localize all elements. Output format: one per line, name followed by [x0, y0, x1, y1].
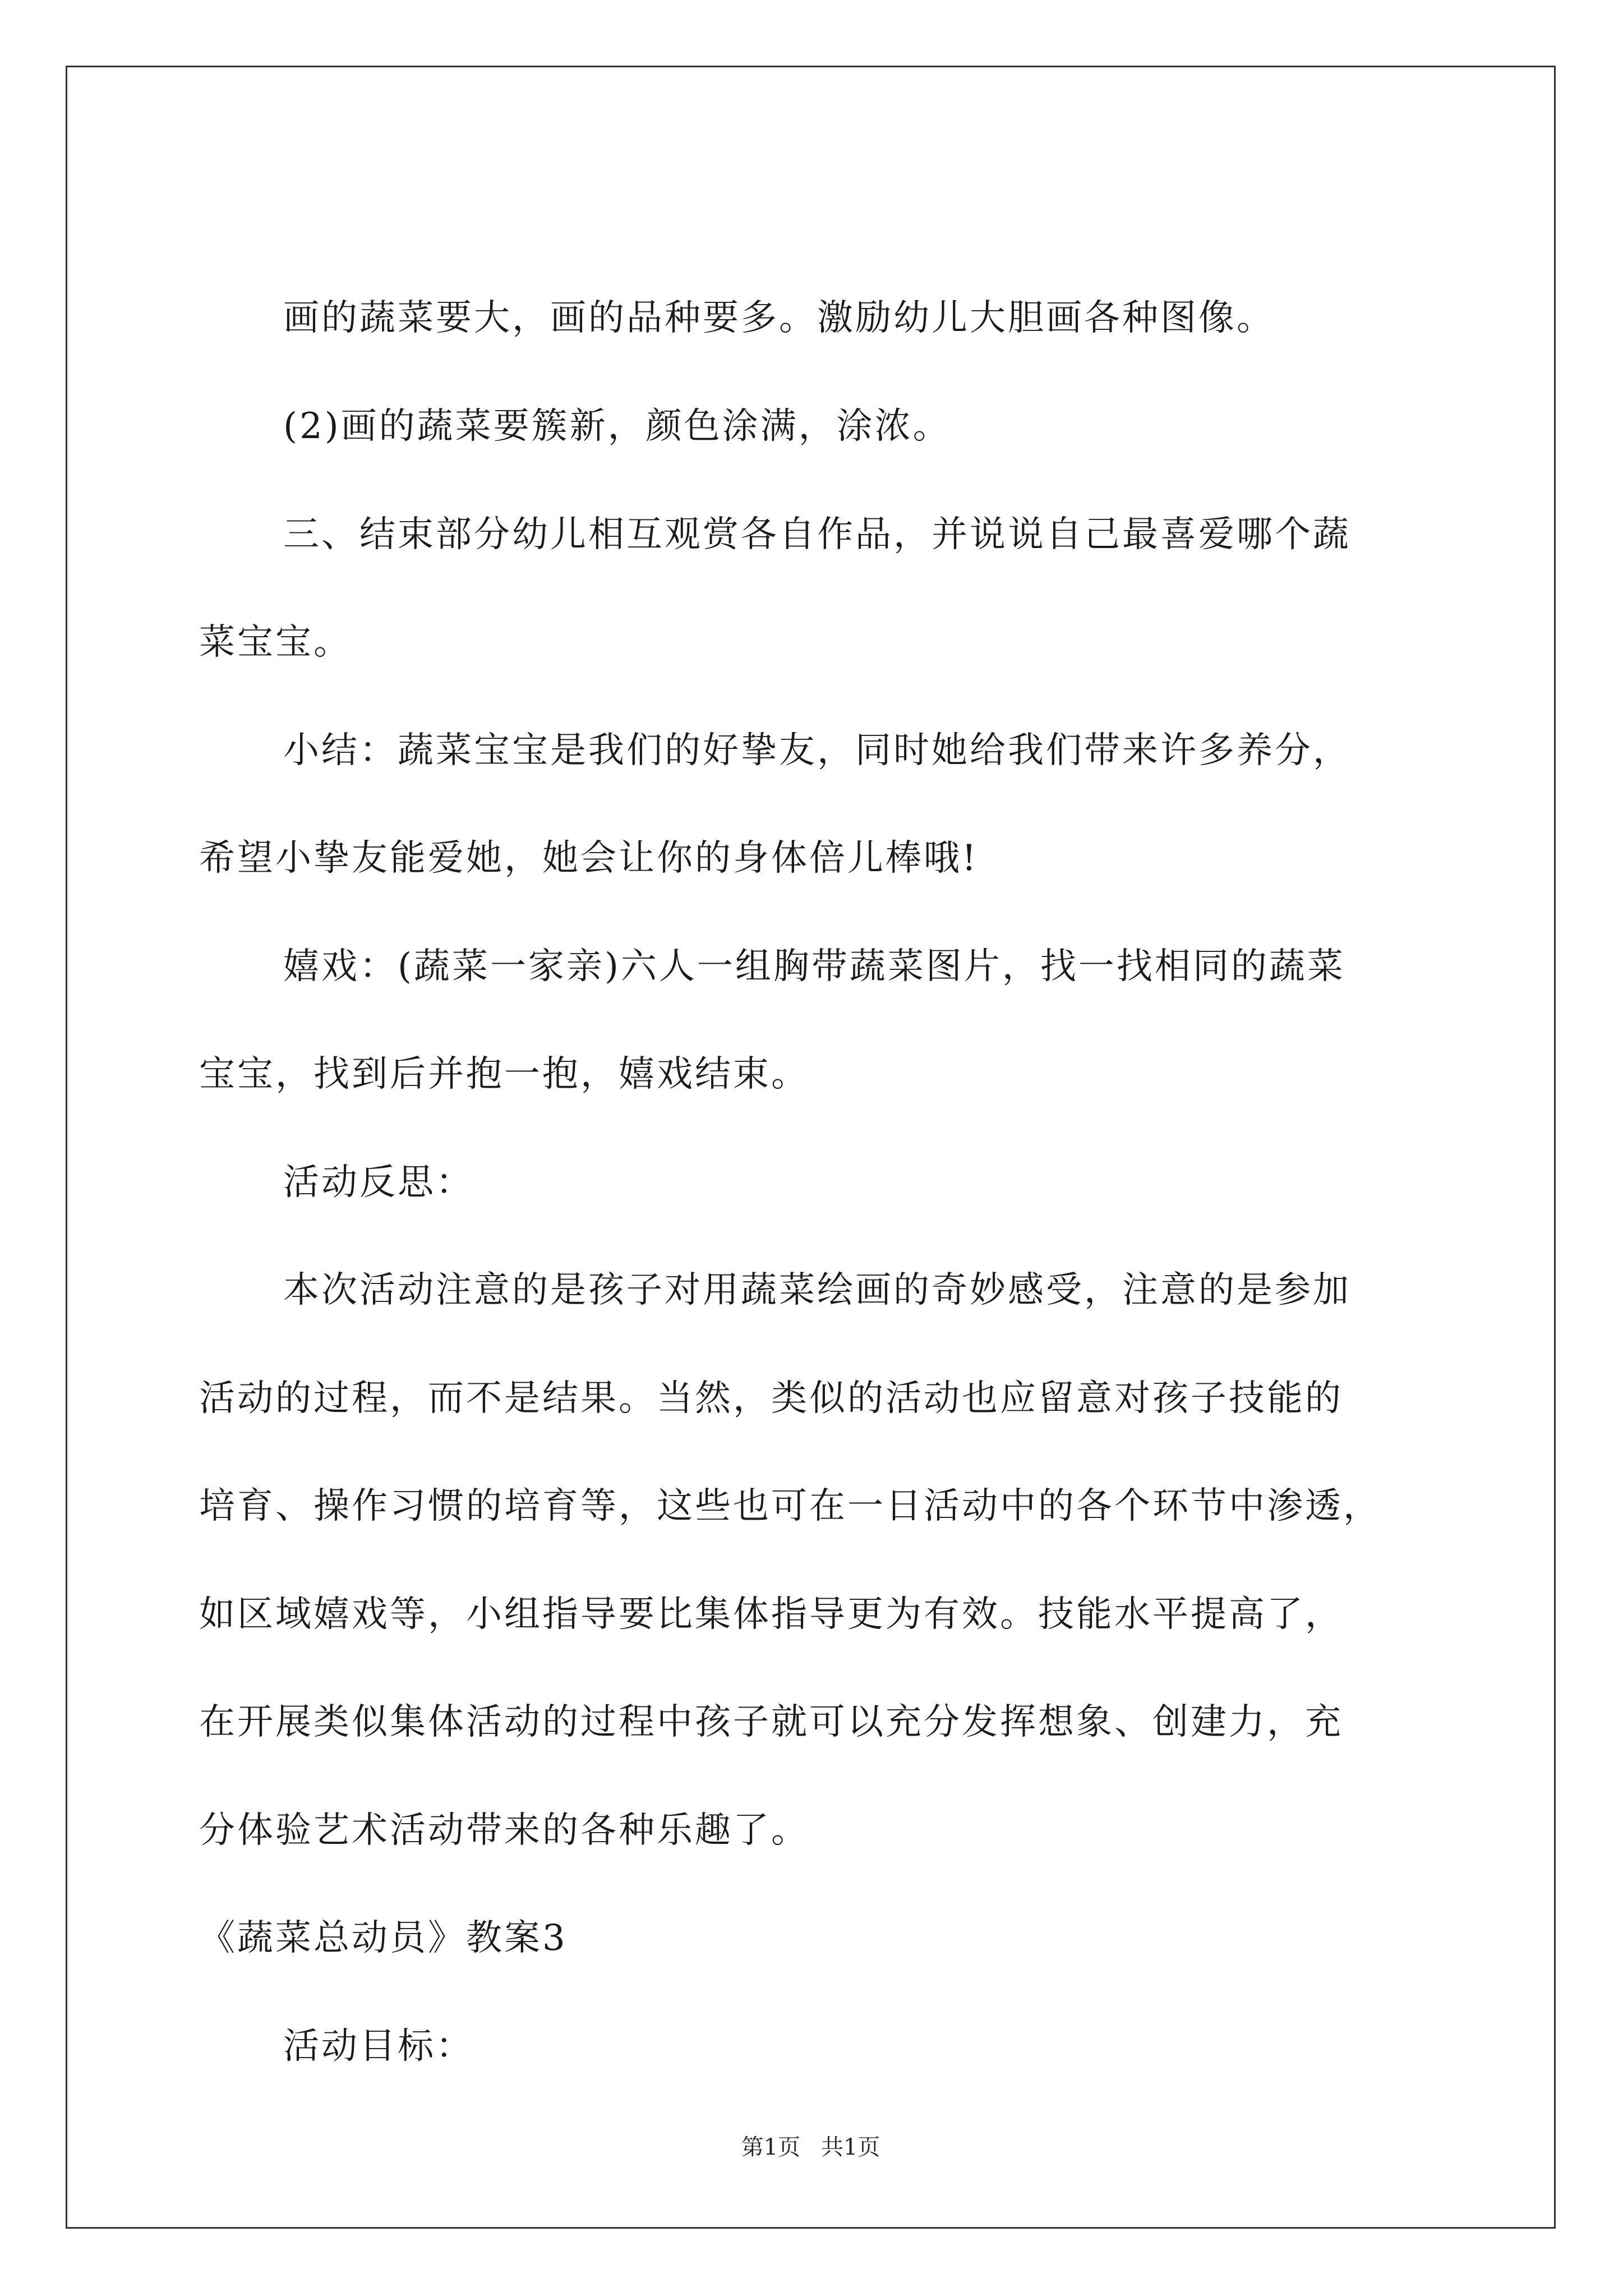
- paragraph-line: 宝宝，找到后并抱一抱，嬉戏结束。: [199, 1053, 809, 1095]
- document-body: [67, 67, 1554, 2227]
- paragraph-line: 活动的过程，而不是结果。当然，类似的活动也应留意对孩子技能的: [199, 1378, 1343, 1419]
- page-frame: [66, 66, 1556, 2229]
- section-heading: 活动目标：: [283, 2026, 474, 2067]
- paragraph-line: 嬉戏：(蔬菜一家亲)六人一组胸带蔬菜图片，找一找相同的蔬菜: [283, 946, 1345, 987]
- paragraph-line: (2)画的蔬菜要簇新，颜色涂满，涂浓。: [283, 406, 951, 447]
- paragraph-line: 希望小挚友能爱她，她会让你的身体倍儿棒哦!: [199, 838, 979, 879]
- page-number: 第1页: [741, 2134, 801, 2160]
- paragraph-line: 小结：蔬菜宝宝是我们的好挚友，同时她给我们带来许多养分，: [283, 730, 1351, 771]
- section-heading: 活动反思：: [283, 1162, 474, 1203]
- page-total: 共1页: [820, 2134, 880, 2160]
- paragraph-line: 在开展类似集体活动的过程中孩子就可以充分发挥想象、创建力，充: [199, 1701, 1343, 1743]
- paragraph-line: 三、结束部分幼儿相互观赏各自作品，并说说自己最喜爱哪个蔬: [283, 514, 1351, 555]
- paragraph-line: 分体验艺术活动带来的各种乐趣了。: [199, 1810, 809, 1851]
- document-title: 《蔬菜总动员》教案3: [199, 1917, 568, 1959]
- page-footer: [67, 2133, 1554, 2161]
- paragraph-line: 培育、操作习惯的培育等，这些也可在一日活动中的各个环节中渗透，: [199, 1485, 1381, 1527]
- paragraph-line: 画的蔬菜要大，画的品种要多。激励幼儿大胆画各种图像。: [283, 297, 1275, 339]
- paragraph-line: 菜宝宝。: [199, 622, 352, 663]
- paragraph-line: 本次活动注意的是孩子对用蔬菜绘画的奇妙感受，注意的是参加: [283, 1269, 1351, 1311]
- paragraph-line: 如区域嬉戏等，小组指导要比集体指导更为有效。技能水平提高了，: [199, 1594, 1343, 1635]
